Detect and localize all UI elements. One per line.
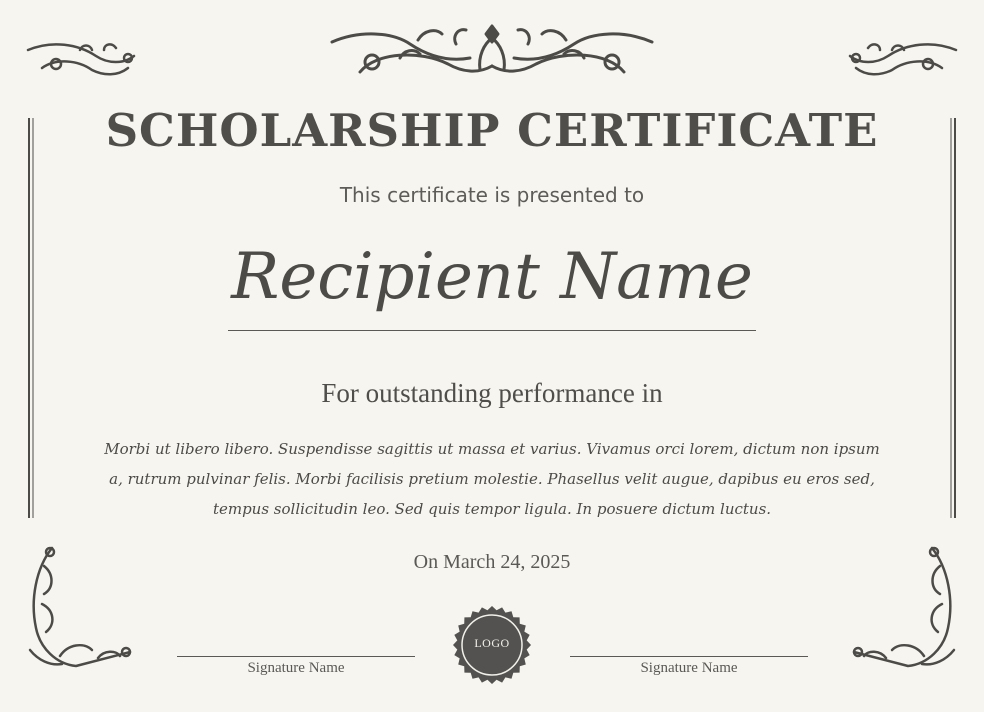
recipient-name: Recipient Name <box>231 240 753 314</box>
signature-line-right <box>570 656 808 657</box>
presented-to-text: This certificate is presented to <box>339 183 645 207</box>
signature-label-right: Signature Name <box>640 660 738 676</box>
body-text: Morbi ut libero libero. Suspendisse sagittis ut massa et varius. Vivamus orci lorem, dictum non ipsum a, rutrum pulvinar felis. Morbi facilisis pretium molestie. Phasellus velit augue, dapibus eu eros sed, tempus sollicitudin leo. Sed quis tempor ligula. In posuere dictum luctus. <box>104 440 880 518</box>
flourish-top-left-icon <box>28 44 134 74</box>
flourish-top-center-icon <box>332 26 652 72</box>
certificate-title: SCHOLARSHIP CERTIFICATE <box>105 104 879 157</box>
reason-heading: For outstanding performance in <box>321 378 663 408</box>
signature-line-left <box>177 656 415 657</box>
signature-label-left: Signature Name <box>247 660 345 676</box>
certificate-date: On March 24, 2025 <box>413 551 571 573</box>
recipient-underline <box>228 330 756 331</box>
flourish-top-right-icon <box>850 44 956 74</box>
seal-logo-text: LOGO <box>474 636 510 650</box>
